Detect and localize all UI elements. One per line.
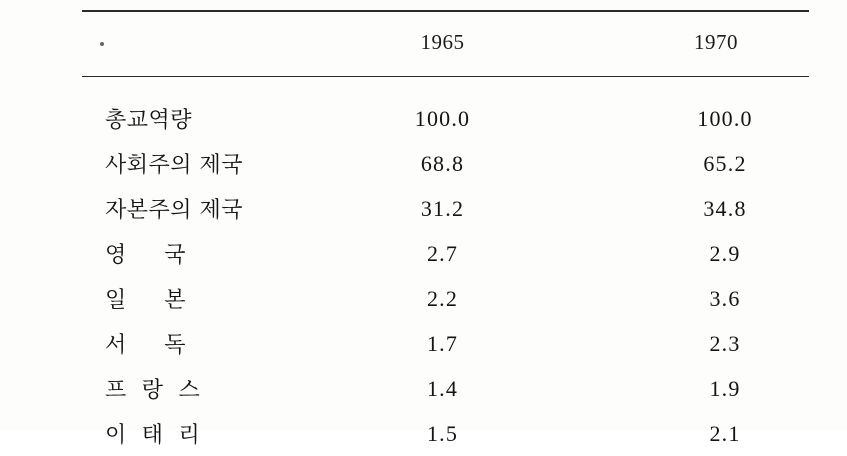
row-value-1965: 1.4 [426,375,459,401]
row-value-1970: 2.1 [709,420,741,446]
row-value-1965: 100.0 [414,105,471,131]
horizontal-rule-top [82,10,809,12]
row-label: 프 랑 스 [105,378,201,403]
column-header-row [0,22,847,65]
horizontal-rule-header [82,76,809,77]
row-label: 일 본 [105,288,186,313]
row-value-1970: 2.9 [709,240,741,266]
row-label: 사회주의 제국 [105,153,244,178]
table-row [0,276,847,321]
table-header-rule-row [0,65,847,87]
table-top-rule-cell [0,0,847,22]
table-row [0,87,847,141]
row-value-1965: 2.7 [426,240,459,266]
row-label: 자본주의 제국 [105,198,244,223]
table-row [0,141,847,186]
row-label: 이 태 리 [105,423,201,448]
column-header-1965: 1965 [420,30,465,54]
table-row [0,411,847,456]
table-top-rule-row [0,0,847,22]
table-header-rule-cell [0,65,847,87]
row-value-1970: 3.6 [709,285,741,311]
column-header-1970: 1970 [694,30,738,54]
row-value-1970: 100.0 [697,105,753,131]
table-row [0,186,847,231]
row-value-1970: 1.9 [709,375,741,401]
table-row [0,231,847,276]
row-value-1965: 1.7 [426,330,459,356]
row-value-1970: 65.2 [703,150,747,176]
row-value-1965: 68.8 [420,150,465,176]
row-value-1965: 2.2 [426,285,459,311]
table-header [0,0,847,87]
row-value-1970: 34.8 [703,195,747,221]
row-value-1965: 31.2 [420,195,465,221]
table-row [0,366,847,411]
row-label: 서 독 [105,333,186,358]
row-label: 영 국 [105,243,186,268]
row-value-1970: 2.3 [709,330,741,356]
column-header-blank [0,22,300,65]
row-label: 총교역량 [105,108,193,133]
table-body [0,87,847,456]
dot-icon [100,42,104,46]
table-row [0,321,847,366]
row-value-1965: 1.5 [426,420,459,446]
